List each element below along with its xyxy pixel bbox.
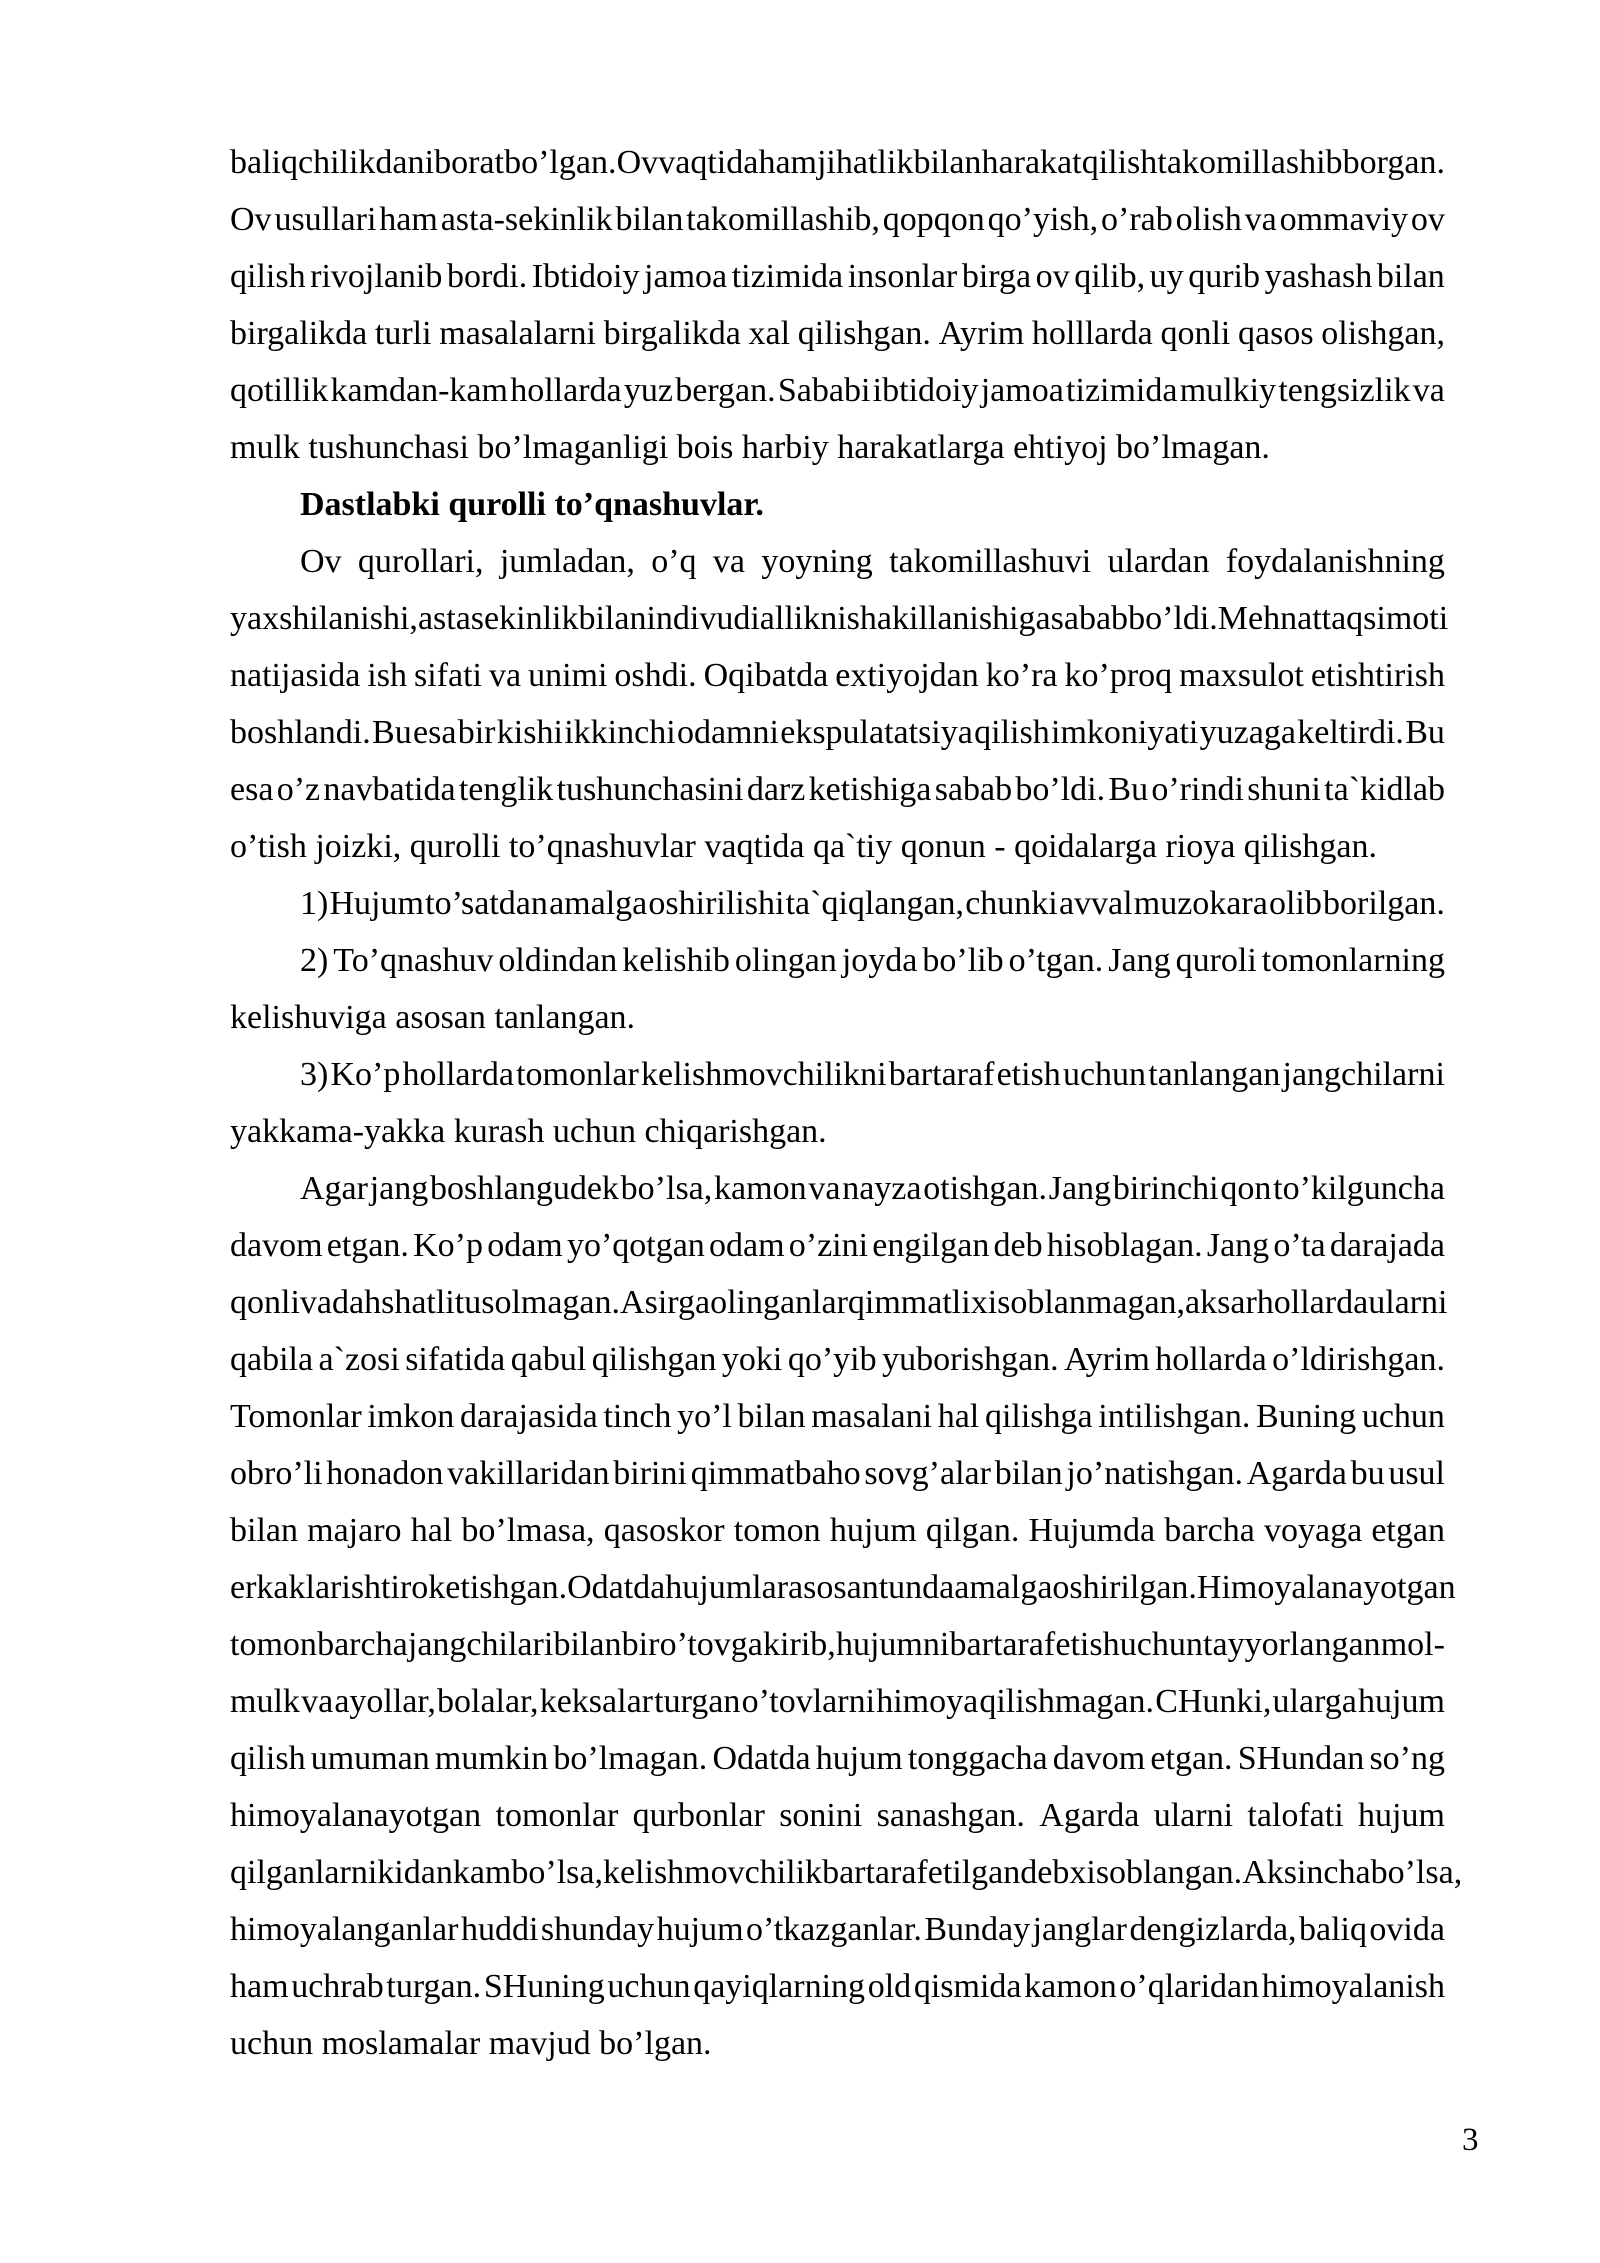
- paragraph: [230, 134, 1445, 476]
- text-line: obro’li honadon vakillaridan birini qimmatbaho sovg’alar bilan jo’natishgan. Agarda bu usul: [230, 1455, 1445, 1492]
- text-line: Ov usullari ham asta-sekinlik bilan takomillashib, qopqon qo’yish, o’rab olish va ommaviy ov: [230, 201, 1445, 238]
- text-line: Dastlabki qurolli to’qnashuvlar.: [300, 486, 764, 523]
- text-line: mulk tushunchasi bo’lmaganligi bois harbiy harakatlarga ehtiyoj bo’lmagan.: [230, 429, 1270, 466]
- list-item: [230, 875, 1445, 932]
- list-item: [230, 932, 1445, 1046]
- text-line: erkaklar ishtirok etishgan. Odatda hujumlar asosan tunda amalga oshirilgan. Himoyalanayotgan: [230, 1569, 1456, 1606]
- text-line: Ov qurollari, jumladan, o’q va yoyning takomillashuvi ulardan foydalanishning: [300, 543, 1445, 580]
- text-line: qotillik kamdan-kam hollarda yuz bergan. Sababi ibtidoiy jamoa tizimida mulkiy tengsizlik va: [230, 372, 1445, 409]
- paragraph: [230, 533, 1449, 875]
- text-line: davom etgan. Ko’p odam yo’qotgan odam o’zini engilgan deb hisoblagan. Jang o’ta darajada: [230, 1227, 1445, 1264]
- text-line: yaxshilanishi, asta sekinlik bilan indivudiallikni shakillanishiga sabab bo’ldi. Mehnat taqsimoti: [230, 600, 1449, 637]
- text-line: bilan majaro hal bo’lmasa, qasoskor tomon hujum qilgan. Hujumda barcha voyaga etgan: [230, 1512, 1445, 1549]
- text-line: qonli va dahshatli tus olmagan. Asirga olinganlar qimmatli xisoblanmagan, aksar hollarda ularni: [230, 1284, 1448, 1321]
- text-line: 3) Ko’p hollarda tomonlar kelishmovchilikni bartaraf etish uchun tanlangan jangchilarni: [300, 1056, 1445, 1093]
- text-line: kelishuviga asosan tanlangan.: [230, 999, 636, 1036]
- text-line: yakkama-yakka kurash uchun chiqarishgan.: [230, 1113, 827, 1150]
- text-line: 1) Hujum to’satdan amalga oshirilishi ta`qiqlangan, chunki avval muzokara olib borilgan.: [300, 885, 1445, 922]
- text-line: Tomonlar imkon darajasida tinch yo’l bilan masalani hal qilishga intilishgan. Buning uchun: [230, 1398, 1445, 1435]
- text-line: boshlandi. Bu esa bir kishi ikkinchi odamni ekspulatatsiya qilish imkoniyati yuzaga keltirdi. Bu: [230, 714, 1445, 751]
- text-line: qilganlarnikidan kam bo’lsa, kelishmovchilik bartaraf etilgan deb xisoblangan. Aksincha bo’lsa,: [230, 1854, 1463, 1891]
- text-line: himoyalanayotgan tomonlar qurbonlar sonini sanashgan. Agarda ularni talofati hujum: [230, 1797, 1445, 1834]
- text-line: uchun moslamalar mavjud bo’lgan.: [230, 2025, 712, 2062]
- text-line: qilish umuman mumkin bo’lmagan. Odatda hujum tonggacha davom etgan. SHundan so’ng: [230, 1740, 1445, 1777]
- text-line: baliqchilikdan iborat bo’lgan. Ov vaqtida hamjihatlik bilan harakat qilish takomillashib borgan.: [230, 144, 1445, 181]
- document-body: [230, 134, 1463, 2072]
- text-line: himoyalanganlar huddi shunday hujum o’tkazganlar. Bunday janglar dengizlarda, baliq ovida: [230, 1911, 1445, 1948]
- page-number: 3: [1462, 2122, 1479, 2158]
- text-line: Agar jang boshlangudek bo’lsa, kamon va nayza otishgan. Jang birinchi qon to’kilguncha: [300, 1170, 1445, 1207]
- text-line: o’tish joizki, qurolli to’qnashuvlar vaqtida qa`tiy qonun - qoidalarga rioya qilishgan.: [230, 828, 1377, 865]
- text-line: esa o’z navbatida tenglik tushunchasini darz ketishiga sabab bo’ldi. Bu o’rindi shuni ta`kidlab: [230, 771, 1445, 808]
- text-line: qilish rivojlanib bordi. Ibtidoiy jamoa tizimida insonlar birga ov qilib, uy qurib yashash bilan: [230, 258, 1445, 295]
- text-line: qabila a`zosi sifatida qabul qilishgan yoki qo’yib yuborishgan. Ayrim hollarda o’ldirishgan.: [230, 1341, 1445, 1378]
- text-line: natijasida ish sifati va unimi oshdi. Oqibatda extiyojdan ko’ra ko’proq maxsulot etishtirish: [230, 657, 1445, 694]
- section-heading: [230, 476, 1445, 533]
- list-item: [230, 1046, 1445, 1160]
- text-line: 2) To’qnashuv oldindan kelishib olingan joyda bo’lib o’tgan. Jang quroli tomonlarning: [300, 942, 1445, 979]
- text-line: ham uchrab turgan. SHuning uchun qayiqlarning old qismida kamon o’qlaridan himoyalanish: [230, 1968, 1445, 2005]
- paragraph: [230, 1160, 1463, 2072]
- text-line: tomon barcha jangchilari bilan bir o’tovga kirib, hujumni bartaraf etish uchun tayyorlangan mol-: [230, 1626, 1445, 1663]
- text-line: birgalikda turli masalalarni birgalikda xal qilishgan. Ayrim holllarda qonli qasos olishgan,: [230, 315, 1445, 352]
- text-line: mulk va ayollar, bolalar, keksalar turgan o’tovlarni himoya qilishmagan. CHunki, ularga hujum: [230, 1683, 1445, 1720]
